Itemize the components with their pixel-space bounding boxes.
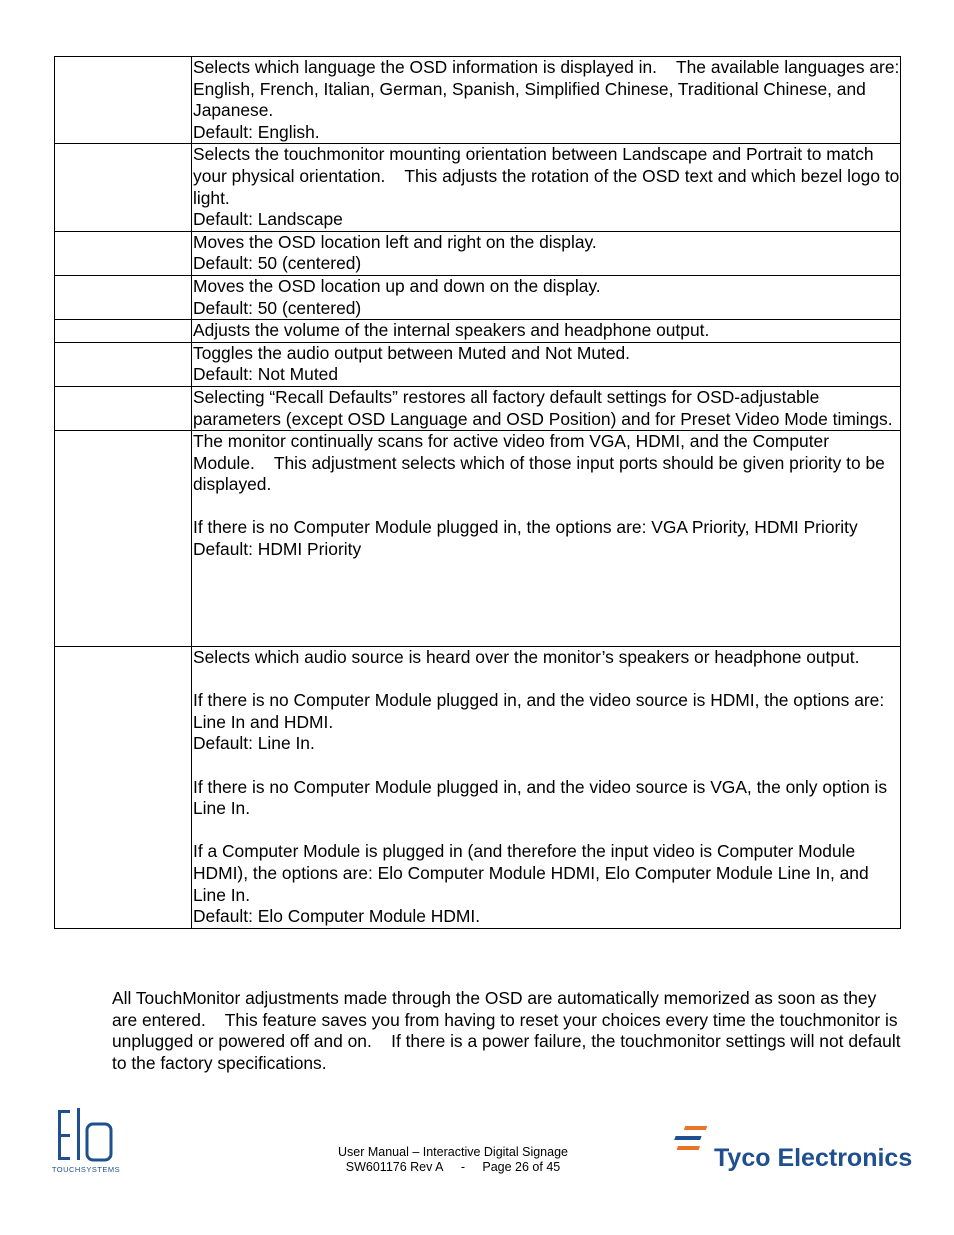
osd-settings-table [54,56,901,929]
description-text: If there is no Computer Module plugged in, the options are: VGA Priority, HDMI Priority [193,517,858,538]
description-text: Selects the touchmonitor mounting orientation between Landscape and Portrait to match your physical orientation. This adjusts the rotation of the OSD text and which bezel logo to light. [193,144,900,208]
osd-settings-body [55,57,901,929]
paragraph-gap [193,496,900,518]
elo-subtitle: TOUCHSYSTEMS [51,1165,121,1174]
setting-description-cell [192,320,901,343]
description-text: If a Computer Module is plugged in (and therefore the input video is Computer Module HDMI), the options are: Elo Computer Module HDMI, Elo Computer Module Line In, and Line In. [193,841,869,905]
setting-label-cell [55,431,192,647]
description-text: Default: 50 (centered) [193,253,362,274]
setting-description-cell [192,386,901,430]
description-text: Selects which audio source is heard over the monitor’s speakers or headphone output. [193,647,860,668]
tyco-electronics-logo [680,1124,920,1172]
page-footer [300,1145,606,1175]
description-text: Default: Elo Computer Module HDMI. [193,906,481,927]
description-text: Adjusts the volume of the internal speakers and headphone output. [193,320,710,341]
setting-label-cell [55,144,192,231]
description-text: Selecting “Recall Defaults” restores all factory default settings for OSD-adjustable parameters (except OSD Language and OSD Position) and for Preset Video Mode timings. [193,386,893,429]
description-text: Default: Not Muted [193,364,338,385]
closing-paragraph: All TouchMonitor adjustments made through the OSD are automatically memorized as soon as they are entered. This feature saves you from having to reset your choices every time the touchmonitor is unplugged or powered off and on. If there is a power failure, the touchmonitor settings will not default to the factory specifications. [112,988,901,1073]
paragraph-gap [193,820,900,842]
settings-row-orientation [55,144,901,231]
description-text: Default: English. [193,121,320,142]
footer-manual-title: User Manual – Interactive Digital Signage [338,1145,568,1159]
setting-label-cell [55,320,192,343]
description-text: Moves the OSD location left and right on the display. [193,231,597,252]
setting-description-cell [192,342,901,386]
settings-row-mute [55,342,901,386]
setting-label-cell [55,275,192,319]
description-text: If there is no Computer Module plugged in, and the video source is HDMI, the options are: Line In and HDMI. [193,690,885,732]
setting-description-cell [192,275,901,319]
tyco-wordmark: Tyco Electronics [714,1144,913,1172]
setting-description-cell [192,231,901,275]
footer-page-info: SW601176 Rev A - Page 26 of 45 [345,1160,561,1174]
setting-description-cell [192,144,901,231]
description-text: If there is no Computer Module plugged in, and the video source is VGA, the only option is Line In. [193,776,888,819]
description-text: The monitor continually scans for active video from VGA, HDMI, and the Computer Module. This adjustment selects which of those input ports should be given priority to be displayed. [193,431,885,495]
description-text: Default: Line In. [193,733,315,754]
settings-row-osd-h-position [55,231,901,275]
settings-row-recall-defaults [55,386,901,430]
description-text: Selects which language the OSD information is displayed in. The available languages are: English, French, Italian, German, Spanish, Simplified Chinese, Traditional Chinese, and Japanese. [193,57,900,121]
setting-label-cell [55,342,192,386]
settings-row-volume [55,320,901,343]
description-text: Default: HDMI Priority [193,539,362,560]
setting-label-cell [55,647,192,929]
setting-label-cell [55,57,192,144]
settings-row-osd-v-position [55,275,901,319]
description-text: Moves the OSD location up and down on the display. [193,275,601,296]
paragraph-gap [193,755,900,777]
description-text: Default: 50 (centered) [193,297,362,318]
elo-touchsystems-logo [51,1108,121,1176]
setting-description-cell [192,57,901,144]
setting-label-cell [55,231,192,275]
description-text: Default: Landscape [193,209,343,230]
setting-label-cell [55,386,192,430]
description-text: Toggles the audio output between Muted and Not Muted. [193,342,630,363]
paragraph-gap [193,669,900,691]
settings-row-video-priority [55,431,901,647]
setting-description-cell [192,647,901,929]
settings-row-audio-select [55,647,901,929]
setting-description-cell [192,431,901,647]
settings-row-osd-language [55,57,901,144]
